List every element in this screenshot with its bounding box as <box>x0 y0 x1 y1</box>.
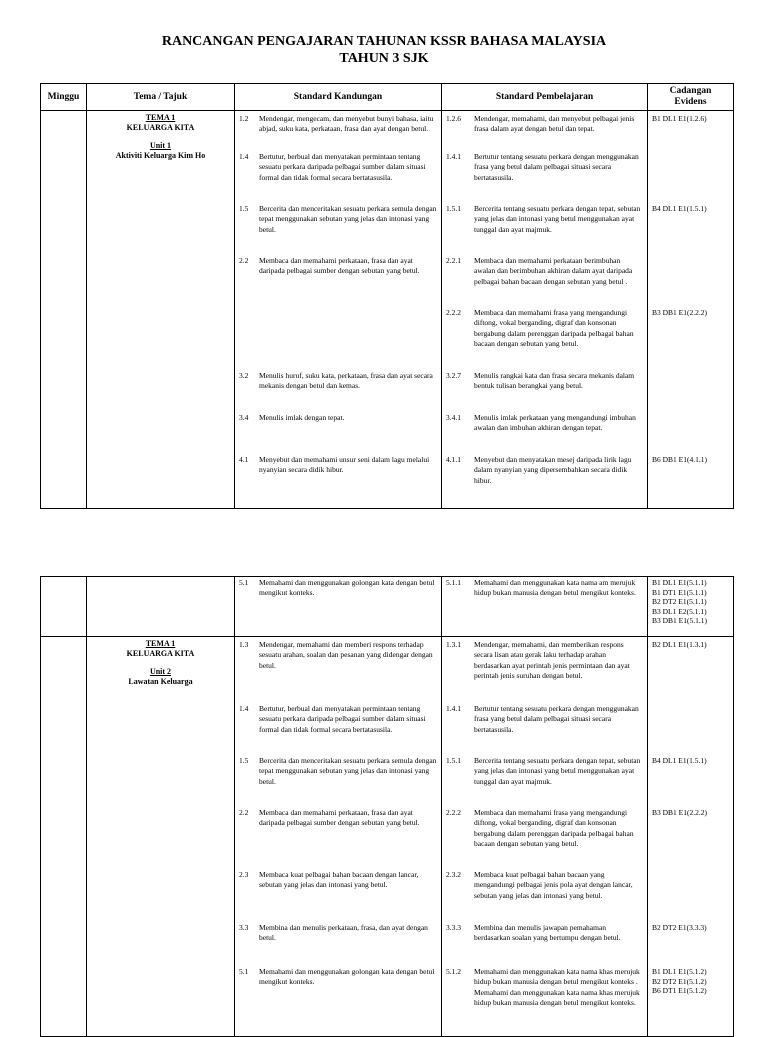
sp-text: Membaca kuat pelbagai bahan bacaan yang mengandungi pelbagai jenis pola ayat dengan lancar, sebutan yang jelas dan intonasi yang betul. <box>474 870 633 900</box>
evidens-item: B1 DL1 E1(5.1.2) <box>652 967 707 976</box>
evidens-group <box>648 923 733 933</box>
sk-entry <box>235 413 441 423</box>
evidens-item: B1 DL1 E1(1.2.6) <box>652 114 707 123</box>
evidens-item: B4 DL1 E1(1.5.1) <box>652 204 707 213</box>
week-cell <box>41 111 87 509</box>
sp-text: Membaca dan memahami perkataan berimbuhan awalan dan berimbuhan akhiran dalam ayat daripada pelbagai bahan bacaan dengan sebutan yang betul . <box>474 256 633 286</box>
sk-text: Membaca dan memahami perkataan, frasa dan ayat daripada pelbagai sumber dengan sebutan yang betul. <box>259 808 420 828</box>
sk-entry <box>235 204 441 235</box>
header-minggu: Minggu <box>41 84 87 111</box>
sp-entry <box>442 152 647 183</box>
plan-table-1 <box>40 83 734 509</box>
sk-text: Menulis huruf, suku kata, perkataan, frasa dan ayat secara mekanis dengan betul dan kemas. <box>259 371 433 391</box>
sk-text: Bercerita dan menceritakan sesuatu perkara semula dengan tepat menggunakan sebutan yang jelas dan intonasi yang betul. <box>259 756 437 786</box>
sp-entry <box>442 413 647 434</box>
sp-text: Mendengar, memahami, dan menyebut pelbagai jenis frasa dalam ayat dengan betul dan tepat. <box>474 114 635 134</box>
sp-entry <box>442 204 647 235</box>
sp-code: 1.5.1 <box>446 204 461 213</box>
sp-entry <box>442 704 647 735</box>
evidens-item: B2 DT2 E1(5.1.2) <box>652 976 707 986</box>
sk-text: Membaca kuat pelbagai bahan bacaan dengan lancar, sebutan yang jelas dan intonasi yang betul. <box>259 870 419 890</box>
sp-code: 1.3.1 <box>446 640 461 649</box>
sk-entry <box>235 256 441 277</box>
sk-code: 3.4 <box>239 413 249 422</box>
sp-entry <box>442 256 647 287</box>
sk-code: 5.1 <box>239 967 249 976</box>
sk-code: 3.2 <box>239 371 249 380</box>
plan-table-2 <box>40 576 734 1037</box>
evidens-item: B6 DB1 E1(4.1.1) <box>652 455 707 464</box>
evidens-group <box>648 308 733 318</box>
sp-entry <box>442 114 647 135</box>
sp-text: Membaca dan memahami frasa yang mengandungi diftong, vokal berganding, digraf dan konsonan bergabung dalam perenggan daripada pelbagai bahan bacaan dengan sebutan yang betul. <box>474 308 634 349</box>
sp-text: Membaca dan memahami frasa yang mengandungi diftong, vokal berganding, digraf dan konsonan bergabung dalam perenggan daripada pelbagai bahan bacaan dengan sebutan yang betul. <box>474 808 634 849</box>
sk-text: Membina dan menulis perkataan, frasa, dan ayat dengan betul. <box>259 923 428 943</box>
sp-text: Bercerita tentang sesuatu perkara dengan tepat, sebutan yang jelas dan intonasi yang betul menggunakan ayat tunggal dan ayat majmuk. <box>474 204 641 234</box>
sp-text: Memahami dan menggunakan kata nama khas merujuk hidup bukan manusia dengan betul mengikut konteks . Memahami dan menggunakan kata nama khas merujuk hidup bukan manusia dengan betul mengikut konteks. <box>474 967 640 1008</box>
sp-text: Bertutur tentang sesuatu perkara dengan menggunakan frasa yang betul dalam pelbagai situasi secara bertatasusila. <box>474 704 639 734</box>
sp-code: 2.2.2 <box>446 808 461 817</box>
standard-pembelajaran-cell <box>442 577 648 637</box>
sk-entry <box>235 808 441 829</box>
theme-cell <box>87 577 235 637</box>
evidens-cell <box>648 111 734 509</box>
sk-entry <box>235 870 441 891</box>
header-standard-pembelajaran: Standard Pembelajaran <box>442 84 648 111</box>
sp-entry <box>442 640 647 682</box>
evidens-item: B2 DL1 E1(1.3.1) <box>652 640 707 649</box>
sp-entry <box>442 756 647 787</box>
header-evidens: Cadangan Evidens <box>648 84 734 111</box>
evidens-item: B1 DL1 E1(5.1.1) <box>652 578 707 587</box>
evidens-item: B3 DB1 E1(2.2.2) <box>652 308 707 317</box>
sk-entry <box>235 967 441 988</box>
header-standard-kandungan: Standard Kandungan <box>235 84 442 111</box>
header-tema: Tema / Tajuk <box>87 84 235 111</box>
sk-code: 2.3 <box>239 870 249 879</box>
sp-code: 5.1.1 <box>446 578 461 587</box>
theme-label: TEMA 1 <box>145 113 176 122</box>
evidens-item: B1 DT1 E1(5.1.1) <box>652 587 707 597</box>
sk-code: 5.1 <box>239 578 249 587</box>
sk-entry <box>235 371 441 392</box>
sp-code: 1.4.1 <box>446 152 461 161</box>
sk-code: 1.3 <box>239 640 249 649</box>
document-subtitle: TAHUN 3 SJK <box>339 51 429 66</box>
sk-code: 1.5 <box>239 756 249 765</box>
evidens-group <box>648 967 733 996</box>
sk-text: Menyebut dan memahami unsur seni dalam lagu melalui nyanyian secara didik hibur. <box>259 455 430 475</box>
sp-entry <box>442 923 647 944</box>
sp-code: 5.1.2 <box>446 967 461 976</box>
sp-text: Membina dan menulis jawapan pemahaman berdasarkan soalan yang bertumpu dengan betul. <box>474 923 621 943</box>
sk-code: 1.5 <box>239 204 249 213</box>
evidens-cell <box>648 577 734 637</box>
sk-text: Mendengar, memahami dan memberi respons terhadap sesuatu arahan, soalan dan pesanan yang didengar dengan betul. <box>259 640 433 670</box>
unit-label: Unit 2 <box>149 667 172 676</box>
sk-code: 2.2 <box>239 808 249 817</box>
week-cell <box>41 577 87 637</box>
sk-text: Bertutur, berbual dan menyatakan permintaan tentang sesuatu perkara daripada pelbagai sumber dalam situasi formal dan tidak formal secara bertatasusila. <box>259 704 426 734</box>
sk-text: Memahami dan menggunakan golongan kata dengan betul mengikut konteks. <box>259 578 435 598</box>
theme-name: KELUARGA KITA <box>126 123 195 132</box>
sp-entry <box>442 870 647 901</box>
standard-kandungan-cell <box>235 111 442 509</box>
unit-label: Unit 1 <box>149 141 172 150</box>
evidens-group <box>648 756 733 766</box>
sk-text: Menulis imlak dengan tepat. <box>259 413 345 422</box>
sp-entry <box>442 308 647 350</box>
sp-code: 2.2.1 <box>446 256 461 265</box>
evidens-item: B3 DL1 E2(5.1.1) <box>652 606 707 616</box>
sp-code: 1.4.1 <box>446 704 461 713</box>
sk-code: 1.4 <box>239 704 249 713</box>
sk-entry <box>235 756 441 787</box>
sp-entry <box>442 808 647 850</box>
sp-text: Bertutur tentang sesuatu perkara dengan menggunakan frasa yang betul dalam pelbagai situasi secara bertatasusila. <box>474 152 639 182</box>
sk-text: Bertutur, berbual dan menyatakan permintaan tentang sesuatu perkara daripada pelbagai sumber dalam situasi formal dan tidak formal secara bertatasusila. <box>259 152 426 182</box>
sp-code: 1.5.1 <box>446 756 461 765</box>
evidens-cell <box>648 637 734 1037</box>
sp-text: Mendengar, memahami, dan memberikan respons secara lisan atau gerak laku terhadap arahan berdasarkan ayat perintah jenis permintaan dan ayat perintah jenis suruhan dengan betul. <box>474 640 630 681</box>
sp-text: Menyebut dan menyatakan mesej daripada lirik lagu dalam nyanyian yang dipersembahkan secara didik hibur. <box>474 455 632 485</box>
sk-code: 3.3 <box>239 923 249 932</box>
theme-cell <box>87 111 235 509</box>
evidens-item: B2 DT2 E1(3.3.3) <box>652 923 707 932</box>
sp-entry <box>442 967 647 1009</box>
standard-kandungan-cell <box>235 577 442 637</box>
sk-text: Memahami dan menggunakan golongan kata dengan betul mengikut konteks. <box>259 967 435 987</box>
unit-name: Aktiviti Keluarga Kim Ho <box>115 151 206 160</box>
evidens-group <box>648 114 733 124</box>
sp-code: 2.2.2 <box>446 308 461 317</box>
sp-code: 3.2.7 <box>446 371 461 380</box>
sk-code: 1.4 <box>239 152 249 161</box>
theme-cell <box>87 637 235 1037</box>
sk-code: 2.2 <box>239 256 249 265</box>
sp-entry <box>442 371 647 392</box>
sk-entry <box>235 923 441 944</box>
standard-pembelajaran-cell <box>442 637 648 1037</box>
document-title: RANCANGAN PENGAJARAN TAHUNAN KSSR BAHASA MALAYSIA <box>161 34 607 49</box>
evidens-group <box>648 640 733 650</box>
theme-label: TEMA 1 <box>145 639 176 648</box>
sp-code: 4.1.1 <box>446 455 461 464</box>
sk-entry <box>235 640 441 671</box>
sk-text: Bercerita dan menceritakan sesuatu perkara semula dengan tepat menggunakan sebutan yang jelas dan intonasi yang betul. <box>259 204 437 234</box>
week-cell <box>41 637 87 1037</box>
evidens-item: B3 DB1 E1(5.1.1) <box>652 616 707 626</box>
sp-code: 1.2.6 <box>446 114 461 123</box>
sk-entry <box>235 152 441 183</box>
evidens-item: B3 DB1 E1(2.2.2) <box>652 808 707 817</box>
standard-pembelajaran-cell <box>442 111 648 509</box>
theme-name: KELUARGA KITA <box>126 649 195 658</box>
sk-code: 4.1 <box>239 455 249 464</box>
sk-text: Mendengar, mengecam, dan menyebut bunyi bahasa, iaitu abjad, suku kata, perkataan, frasa dan ayat dengan betul. <box>259 114 434 134</box>
evidens-group <box>648 455 733 465</box>
sp-entry <box>442 455 647 486</box>
evidens-item: B6 DT1 E1(5.1.2) <box>652 986 707 996</box>
evidens-item: B2 DT2 E1(5.1.1) <box>652 597 707 607</box>
standard-kandungan-cell <box>235 637 442 1037</box>
sp-code: 3.3.3 <box>446 923 461 932</box>
evidens-group <box>648 204 733 214</box>
sp-text: Memahami dan menggunakan kata nama am merujuk hidup bukan manusia dengan betul mengikut konteks. <box>474 578 636 598</box>
sp-code: 2.3.2 <box>446 870 461 879</box>
sp-code: 3.4.1 <box>446 413 461 422</box>
evidens-item: B4 DL1 E1(1.5.1) <box>652 756 707 765</box>
sp-text: Bercerita tentang sesuatu perkara dengan tepat, sebutan yang jelas dan intonasi yang betul menggunakan ayat tunggal dan ayat majmuk. <box>474 756 641 786</box>
sk-code: 1.2 <box>239 114 249 123</box>
sk-entry <box>235 455 441 476</box>
unit-name: Lawatan Keluarga <box>128 677 193 686</box>
sk-text: Membaca dan memahami perkataan, frasa dan ayat daripada pelbagai sumber dengan sebutan yang betul. <box>259 256 420 276</box>
sp-text: Menulis rangkai kata dan frasa secara mekanis dalam bentuk tulisan berangkai yang betul. <box>474 371 635 391</box>
sk-entry <box>235 704 441 735</box>
evidens-group <box>648 808 733 818</box>
sp-text: Menulis imlak perkataan yang mengandungi imbuhan awalan dan imbuhan akhiran dengan tepat. <box>474 413 636 433</box>
sk-entry <box>235 114 441 135</box>
